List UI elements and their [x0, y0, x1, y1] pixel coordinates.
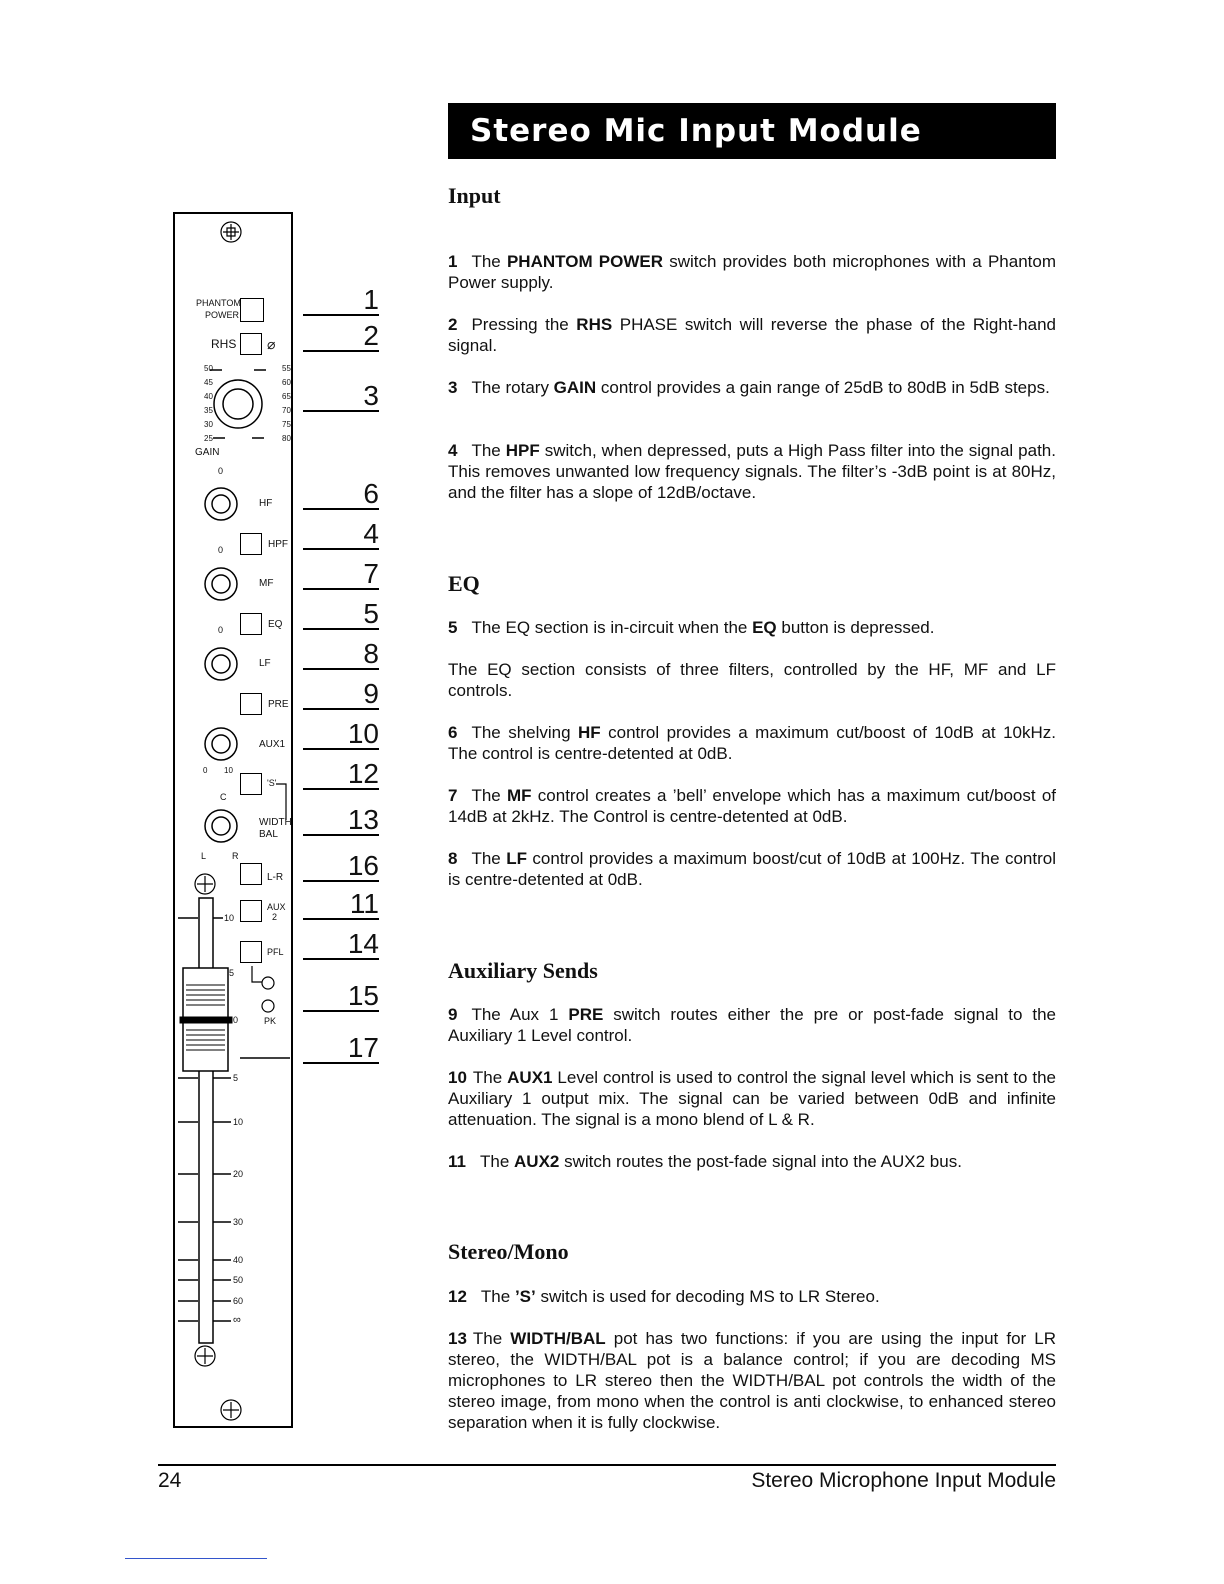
section-heading-eq: EQ: [448, 571, 480, 596]
label-aux2-bottom: 2: [272, 912, 278, 922]
label-lr: L-R: [267, 872, 284, 883]
label-fader-10: 10: [224, 913, 235, 923]
page-title: Stereo Mic Input Module: [470, 113, 922, 149]
label-g80: 80: [282, 434, 291, 443]
label-fader-m40: 40: [233, 1255, 244, 1265]
label-fader-m60: 60: [233, 1296, 244, 1306]
paragraph-3: 3 The rotary GAIN control provides a gain range of 25dB to 80dB in 5dB steps.: [448, 378, 1050, 397]
label-g60: 60: [282, 378, 291, 387]
paragraph-6: 6 The shelving HF control provides a maximum cut/boost of 10dB at 10kHz. The control is centre-detented at 0dB.: [448, 723, 1056, 763]
label-g40: 40: [204, 392, 213, 401]
label-aux1: AUX1: [259, 739, 286, 750]
paragraph-7: 7 The MF control creates a ’bell’ envelope which has a maximum cut/boost of 14dB at 2kHz. The Control is centre-detented at 0dB.: [448, 786, 1056, 826]
label-g65: 65: [282, 392, 291, 401]
paragraph-5b: The EQ section consists of three filters, controlled by the HF, MF and LF controls.: [448, 660, 1056, 700]
aux1-knob: [205, 728, 237, 760]
label-aux1-ten: 10: [224, 766, 233, 775]
label-phase: ⌀: [267, 336, 276, 352]
section-heading-stereo: Stereo/Mono: [448, 1239, 569, 1264]
screw-icon-bottom: [221, 1400, 241, 1420]
footer-rule: [158, 1464, 1056, 1466]
label-hpf: HPF: [268, 539, 288, 550]
hpf-switch[interactable]: [240, 533, 262, 555]
label-hf-zero: 0: [218, 466, 224, 476]
label-r: R: [232, 851, 239, 861]
paragraph-12: 12 The ’S’ switch is used for decoding MS to LR Stereo.: [448, 1287, 880, 1306]
eq-switch[interactable]: [240, 613, 262, 635]
paragraph-1: 1 The PHANTOM POWER switch provides both microphones with a Phantom Power supply.: [448, 252, 1056, 292]
callout-4: 4: [303, 520, 379, 550]
label-g50: 50: [204, 364, 213, 373]
label-fader-0: 0: [233, 1015, 239, 1025]
callout-13: 13: [303, 806, 379, 836]
led-indicators: [252, 966, 274, 1012]
label-phantom: PHANTOM: [196, 298, 241, 308]
footer-title: Stereo Microphone Input Module: [751, 1469, 1056, 1492]
rhs-phase-switch[interactable]: [240, 333, 262, 355]
section-heading-aux: Auxiliary Sends: [448, 958, 598, 983]
aux2-switch[interactable]: [240, 900, 262, 922]
page-number: 24: [158, 1469, 182, 1492]
label-aux2-top: AUX: [267, 902, 286, 912]
callout-2: 2: [303, 322, 379, 352]
paragraph-8: 8 The LF control provides a maximum boost/cut of 10dB at 100Hz. The control is centre-detented at 0dB.: [448, 849, 1056, 889]
callout-5: 5: [303, 600, 379, 630]
pfl-switch[interactable]: [240, 941, 262, 963]
label-gain: GAIN: [195, 447, 220, 458]
label-pk: PK: [264, 1016, 277, 1026]
fader-knob: [180, 968, 235, 1071]
callout-11: 11: [303, 890, 379, 920]
decorative-line: [125, 1558, 267, 1559]
label-rhs: RHS: [211, 337, 237, 351]
label-mf: MF: [259, 578, 274, 589]
label-g75: 75: [282, 420, 291, 429]
callout-3: 3: [303, 382, 379, 412]
callout-12: 12: [303, 760, 379, 790]
paragraph-13: 13 The WIDTH/BAL pot has two functions: if you are using the input for LR stereo, the WIDTH/BAL pot is a balance control; if you are decoding MS microphones to LR stereo then the WIDTH/BAL pot controls the width of the stereo image, from mono when the control is anti clockwise, to enhanced stereo separation when it is fully clockwise.: [448, 1329, 1056, 1432]
label-aux1-zero: 0: [203, 766, 208, 775]
fader-track: [178, 898, 231, 1343]
screw-icon-top: [221, 222, 241, 242]
lr-switch[interactable]: [240, 863, 262, 885]
label-mf-zero: 0: [218, 545, 224, 555]
label-g25: 25: [204, 434, 213, 443]
label-s: 'S': [267, 778, 277, 788]
label-fader-m30: 30: [233, 1217, 244, 1227]
paragraph-11: 11 The AUX2 switch routes the post-fade signal into the AUX2 bus.: [448, 1152, 962, 1171]
paragraph-5: 5 The EQ section is in-circuit when the EQ button is depressed.: [448, 618, 935, 637]
label-hf: HF: [259, 498, 273, 509]
callout-6: 6: [303, 480, 379, 510]
paragraph-4: 4 The HPF switch, when depressed, puts a High Pass filter into the signal path. This removes unwanted low frequency signals. The filter’s -3dB point is at 80Hz, and the filter has a slope of 12dB/octave.: [448, 441, 1056, 502]
label-fader-inf: ∞: [233, 1314, 241, 1326]
callout-15: 15: [303, 982, 379, 1012]
label-pre: PRE: [268, 699, 289, 710]
callout-9: 9: [303, 680, 379, 710]
callout-14: 14: [303, 930, 379, 960]
label-pfl: PFL: [267, 947, 284, 957]
callout-8: 8: [303, 640, 379, 670]
label-l: L: [201, 851, 207, 861]
pre-switch[interactable]: [240, 693, 262, 715]
screw-icon-low: [195, 1346, 215, 1366]
s-switch[interactable]: [240, 773, 262, 795]
callout-1: 1: [303, 286, 379, 316]
label-fader-m20: 20: [233, 1169, 244, 1179]
label-g55: 55: [282, 364, 291, 373]
paragraph-2: 2 Pressing the RHS PHASE switch will reverse the phase of the Right-hand signal.: [448, 315, 1056, 355]
label-g45: 45: [204, 378, 213, 387]
label-g30: 30: [204, 420, 213, 429]
label-power: POWER: [205, 310, 240, 320]
width-bal-knob: [205, 810, 237, 842]
label-c: C: [220, 792, 227, 802]
phantom-power-switch[interactable]: [240, 298, 264, 322]
callout-17: 17: [303, 1034, 379, 1064]
label-g35: 35: [204, 406, 213, 415]
lf-knob: [205, 648, 237, 680]
label-fader-5: 5: [229, 968, 235, 978]
mf-knob: [205, 568, 237, 600]
callout-7: 7: [303, 560, 379, 590]
label-bal: BAL: [259, 829, 278, 840]
section-heading-input: Input: [448, 183, 501, 208]
label-eq: EQ: [268, 619, 283, 630]
hf-knob: [205, 488, 237, 520]
label-fader-m50: 50: [233, 1275, 244, 1285]
label-fader-m5: 5: [233, 1073, 239, 1083]
callout-10: 10: [303, 720, 379, 750]
label-g70: 70: [282, 406, 291, 415]
gain-knob: [210, 370, 266, 438]
label-lf: LF: [259, 658, 271, 669]
callout-16: 16: [303, 852, 379, 882]
paragraph-10: 10 The AUX1 Level control is used to control the signal level which is sent to the Auxiliary 1 output mix. The signal can be varied between 0dB and infinite attenuation. The signal is a mono blend of L & R.: [448, 1068, 1056, 1129]
screw-icon-mid: [195, 874, 215, 894]
label-lf-zero: 0: [218, 625, 224, 635]
paragraph-9: 9 The Aux 1 PRE switch routes either the pre or post-fade signal to the Auxiliary 1 Level control.: [448, 1005, 1056, 1045]
label-width: WIDTH: [259, 817, 292, 828]
label-fader-m10: 10: [233, 1117, 244, 1127]
